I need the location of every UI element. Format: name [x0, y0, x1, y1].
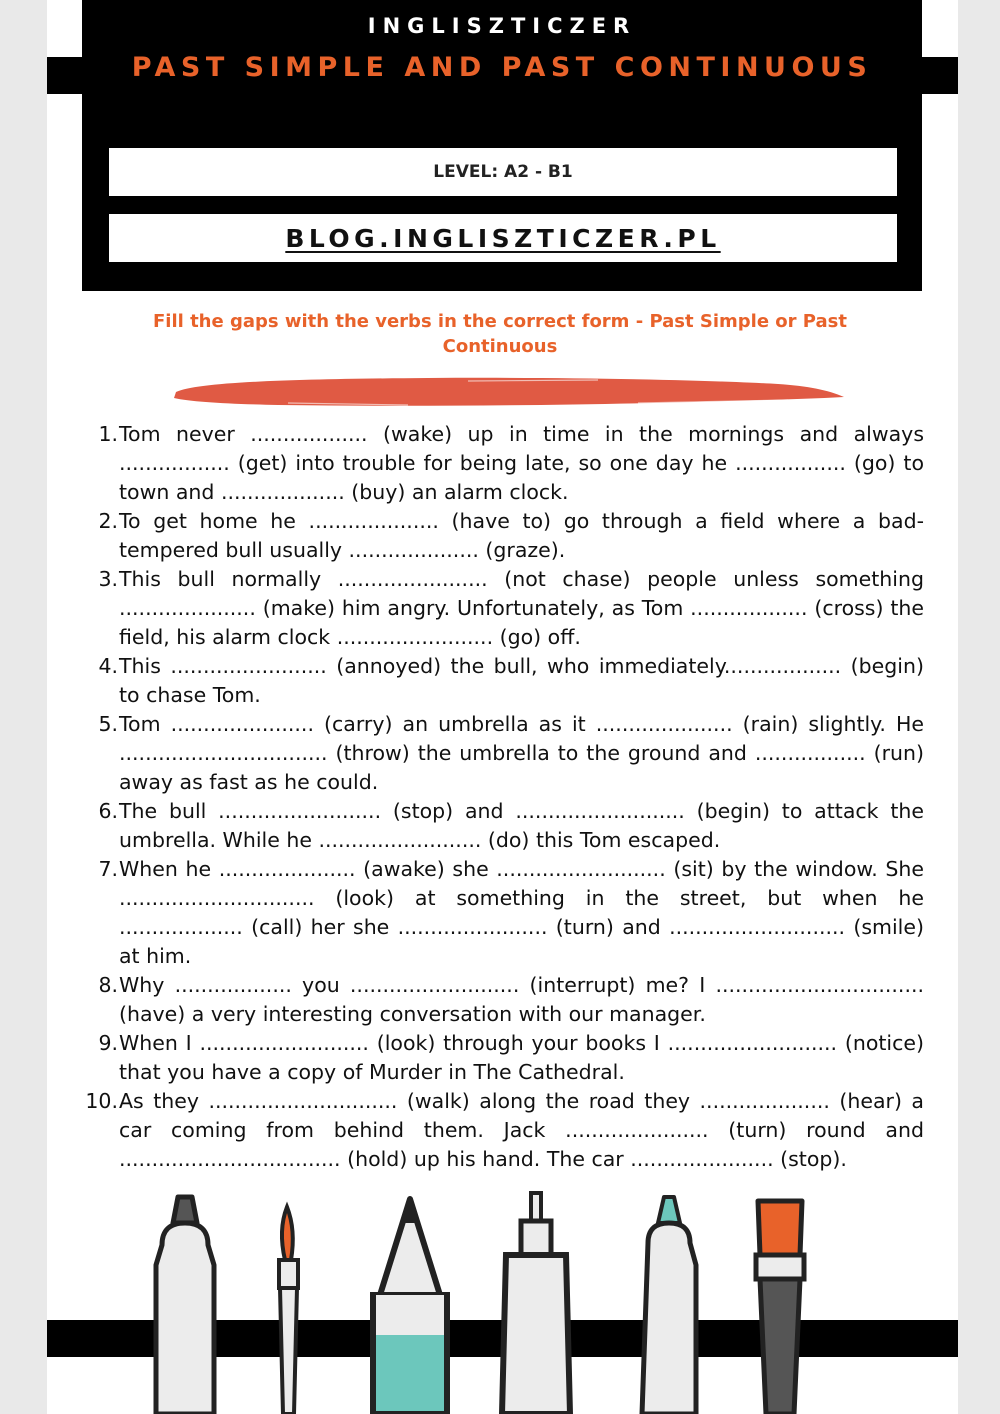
item-number: 1.	[98, 422, 118, 446]
list-item	[78, 1029, 924, 1087]
header-side-bar-right	[921, 57, 958, 94]
list-item	[78, 971, 924, 1029]
art-tools-illustration	[140, 1185, 840, 1414]
blog-link[interactable]: BLOG.INGLISZTICZER.PL	[285, 224, 721, 253]
blog-link-box[interactable]	[109, 214, 897, 262]
item-number: 3.	[98, 567, 118, 591]
list-item	[78, 797, 924, 855]
pencil-icon	[373, 1199, 447, 1414]
sentence-text: This ........................ (annoyed) the bull, who immediately.................. (begin) to chase Tom.	[119, 654, 924, 707]
item-number: 9.	[98, 1031, 118, 1055]
sentence-text: When he ..................... (awake) she .......................... (sit) by the window. She .............................. (look) at something in the street, but when he ................... (call) her she ....................... (turn) and ........................... (smile) at him.	[119, 857, 924, 968]
list-item	[78, 565, 924, 652]
header-side-bar-left	[47, 57, 83, 94]
gray-marker-icon	[156, 1197, 214, 1414]
item-number: 10.	[85, 1089, 118, 1113]
list-item	[78, 1087, 924, 1174]
item-number: 8.	[98, 973, 118, 997]
item-number: 7.	[98, 857, 118, 881]
teal-marker-icon	[642, 1197, 696, 1414]
sentence-text: The bull ......................... (stop) and .......................... (begin) to attack the umbrella. While he ......................... (do) this Tom escaped.	[119, 799, 924, 852]
list-item	[78, 855, 924, 971]
sentence-text: Tom ...................... (carry) an umbrella as it ..................... (rain) slightly. He ................................ (throw) the umbrella to the ground and ................. (run) away as fast as he could.	[119, 712, 924, 794]
list-item	[78, 710, 924, 797]
header	[82, 0, 922, 291]
exercise-list	[78, 420, 924, 1174]
orange-brush-icon	[279, 1207, 298, 1414]
sentence-text: To get home he .................... (have to) go through a field where a bad-tempered bull usually .................... (graze).	[119, 509, 924, 562]
sentence-text: Why .................. you .......................... (interrupt) me? I ................................ (have) a very interesting conversation with our manager.	[119, 973, 924, 1026]
flat-brush-icon	[756, 1201, 804, 1414]
brush-stroke-divider	[168, 370, 848, 414]
list-item	[78, 507, 924, 565]
fineliner-pen-icon	[502, 1193, 570, 1414]
worksheet-subject: PAST SIMPLE AND PAST CONTINUOUS	[131, 52, 873, 83]
item-number: 4.	[98, 654, 118, 678]
list-item	[78, 420, 924, 507]
level-label: LEVEL: A2 - B1	[109, 148, 897, 196]
item-number: 5.	[98, 712, 118, 736]
list-item	[78, 652, 924, 710]
item-number: 2.	[98, 509, 118, 533]
sentence-text: Tom never .................. (wake) up in time in the mornings and always ................. (get) into trouble for being late, so one day he ................. (go) to town and ................... (buy) an alarm clock.	[119, 422, 924, 504]
instruction-text: Fill the gaps with the verbs in the correct form - Past Simple or Past Continuous	[153, 311, 847, 357]
brand-title: INGLISZTICZER	[367, 14, 637, 38]
sentence-text: This bull normally ....................... (not chase) people unless something ..................... (make) him angry. Unfortunately, as Tom .................. (cross) the field, his alarm clock ........................ (go) off.	[119, 567, 924, 649]
item-number: 6.	[98, 799, 118, 823]
sentence-text: As they ............................. (walk) along the road they .................... (hear) a car coming from behind them. Jack ...................... (turn) round and .................................. (hold) up his hand. The car ...................... (stop).	[119, 1089, 924, 1171]
sentence-text: When I .......................... (look) through your books I .......................... (notice) that you have a copy of Murder in The Cathedral.	[119, 1031, 924, 1084]
